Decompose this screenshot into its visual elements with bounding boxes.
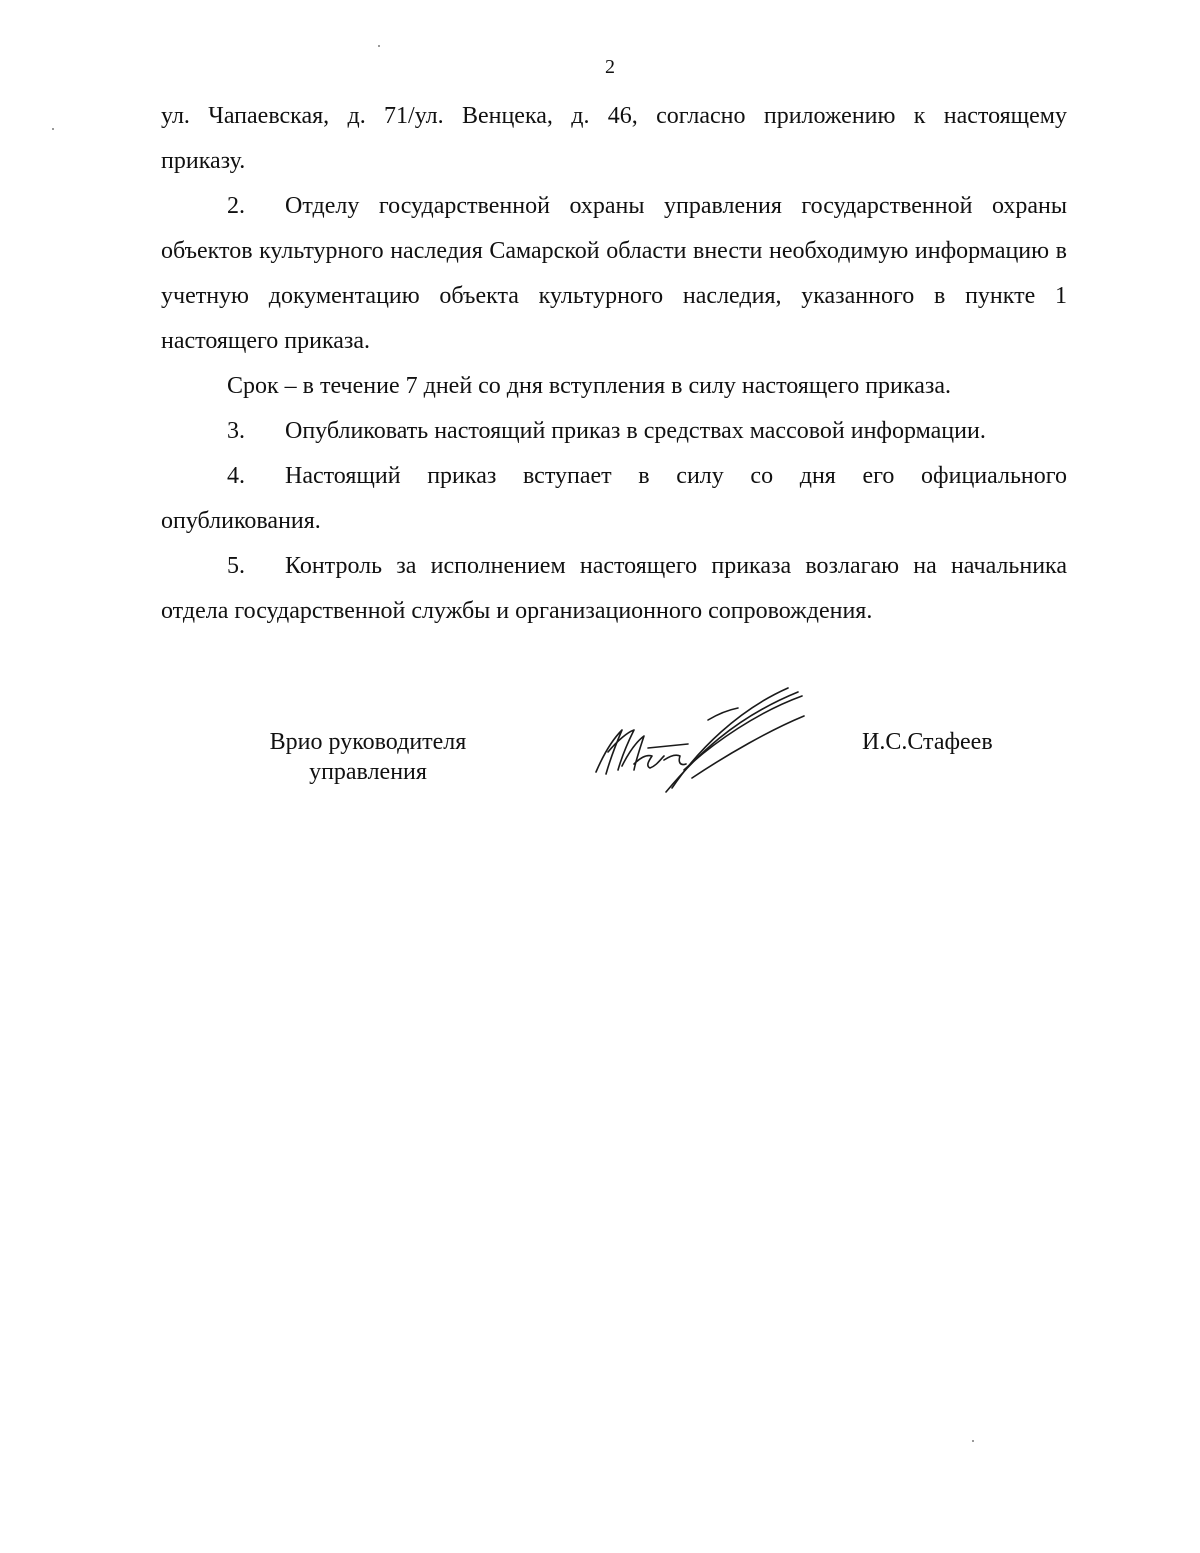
paragraph-4-number: 4. — [227, 463, 245, 489]
handwritten-signature — [588, 680, 818, 798]
scan-speck — [52, 128, 54, 130]
paragraph-2-text: Отделу государственной охраны управления государственной охраны объектов культурного наследия Самарской области внести необходимую информацию в учетную документацию объекта культурного наследия, указанного в пункте 1 настоящего приказа. — [161, 193, 1067, 354]
term-text: Срок – в течение 7 дней со дня вступления в силу настоящего приказа. — [227, 373, 951, 399]
paragraph-3-text: Опубликовать настоящий приказ в средствах массовой информации. — [285, 418, 986, 444]
term-paragraph — [161, 364, 1067, 409]
paragraph-5 — [161, 544, 1067, 634]
paragraph-5-number: 5. — [227, 553, 245, 579]
paragraph-1-continuation — [161, 94, 1067, 139]
page-number: 2 — [605, 56, 615, 78]
paragraph-3 — [161, 409, 1067, 454]
scan-speck — [378, 45, 380, 47]
scan-speck — [972, 1440, 974, 1442]
paragraph-1-end-text: приказу. — [161, 148, 246, 174]
paragraph-1-line: ул. Чапаевская, д. 71/ул. Венцека, д. 46, согласно приложению к настоящему — [161, 103, 1067, 129]
signatory-title-line-1: Врио руководителя — [269, 729, 467, 755]
paragraph-4-text: Настоящий приказ вступает в силу со дня его официального опубликования. — [161, 463, 1067, 534]
paragraph-2-number: 2. — [227, 193, 245, 219]
paragraph-1-end — [161, 139, 1067, 184]
paragraph-3-number: 3. — [227, 418, 245, 444]
paragraph-2 — [161, 184, 1067, 364]
signatory-title-line-2: управления — [309, 759, 427, 785]
signatory-name: И.С.Стафеев — [862, 729, 993, 755]
signatory-title — [250, 727, 486, 787]
paragraph-4 — [161, 454, 1067, 544]
document-body — [161, 94, 1067, 634]
paragraph-5-text: Контроль за исполнением настоящего приказа возлагаю на начальника отдела государственной службы и организационного сопровождения. — [161, 553, 1067, 624]
